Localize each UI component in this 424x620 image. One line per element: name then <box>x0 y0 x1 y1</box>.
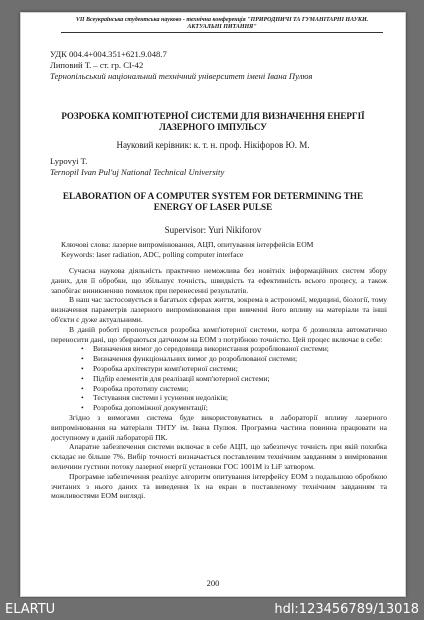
list-item: • Розробка прототипу системи; <box>51 384 387 394</box>
list-item: • Розробка допоміжної документації; <box>51 403 387 413</box>
title-ua: РОЗРОБКА КОМП'ЮТЕРНОЇ СИСТЕМИ ДЛЯ ВИЗНАЧЕННЯ ЕНЕРГІЇ ЛАЗЕРНОГО ІМПУЛЬСУ <box>61 111 365 132</box>
title-en: ELABORATION OF A COMPUTER SYSTEM FOR DETERMINING THE ENERGY OF LASER PULSE <box>62 191 364 212</box>
author-en: Lypovyi T. <box>50 156 88 166</box>
list-item: • Визначення функціональних вимог до розроблюваної системи; <box>51 354 387 364</box>
author-ua: Липовий Т. – ст. гр. СІ-42 <box>50 60 144 70</box>
document-page <box>20 12 406 597</box>
supervisor-ua: Науковий керівник: к. т. н. проф. Нікіфоров Ю. М. <box>116 140 310 150</box>
paragraph: В наш час застосовується в багатьох сферах життя, зокрема в астрономії, медицині, біології, тому визначення параметрів лазерного випромінювання при вивченні його впливу на матеріали та інші об'єкти є дуже актуальними. <box>51 295 387 324</box>
header-line-2: АКТУАЛЬНІ ПИТАННЯ" <box>187 24 257 30</box>
paragraph: Апаратне забезпечення системи включає в себе АЦП, що забезпечує точність при якій похибка складає не більше 7%. Вибір точності визначається поставленим технічним завданням з вимірювання величини густини потоку лазерної енергії установки ГОС 1001М із LiF затвором. <box>51 442 387 471</box>
affiliation-en: Ternopil Ivan Pul'uj National Technical University <box>50 167 225 177</box>
header-line-1: VII Всеукраїнська студентська науково - технічна конференція "ПРИРОДНИЧІ ТА ГУМАНІТАРНІ НАУКИ. <box>75 17 369 23</box>
affiliation-ua: Тернопільський національний технічний університет імені Івана Пулюя <box>50 71 313 81</box>
handle-id: hdl:123456789/13018 <box>274 602 419 617</box>
article-body <box>51 266 387 501</box>
list-item: • Підбір елементів для реалізації комп'ютерної системи; <box>51 374 387 384</box>
article-meta <box>50 49 313 82</box>
udc-code: УДК 004.4+004.351+621.9.048.7 <box>50 49 167 59</box>
keywords-en: Keywords: laser radiation, ADC, polling computer interface <box>61 250 244 259</box>
keywords-ua: Ключові слова: лазерне випромінювання, АЦП, опитування інтерфейсів ЕОМ <box>61 240 314 249</box>
supervisor-en: Supervisor: Yuri Nikiforov <box>164 225 262 235</box>
paragraph: Згідно з вимогами система буде використовуватись в лабораторії впливу лазерного випромінювання на матеріали ТНТУ ім. Івана Пулюя. Програмна частина повинна працювати на доступному в даній лабораторії ПК. <box>51 412 387 442</box>
keywords <box>61 240 313 260</box>
list-item: • Розробка архітектури комп'ютерної системи; <box>51 364 387 374</box>
author-en-block <box>50 156 224 178</box>
paragraph: Сучасна наукова діяльність практично неможлива без новітніх інформаційних систем збору даних, для її обробки, що збільшує точність, швидкість та ефективність всього процесу, а також запобігає виникненню помилок при перенесенні результатів. <box>51 266 387 295</box>
repository-footer <box>0 598 424 620</box>
list-item: • Визначення вимог до середовища використання розроблюваної системи; <box>51 344 387 354</box>
conference-header <box>61 17 383 33</box>
paragraph: Програмне забезпечення реалізує алгоритм опитування інтерфейсу ЕОМ з подальшою обробкою зчитаних з нього даних та виведення їх на екран в поставленому технічним завданням та можливостями ЕОМ вигляді. <box>51 471 387 501</box>
task-list <box>51 344 387 413</box>
paragraph: В даній роботі пропонується розробка комп'ютерної системи, котра б дозволяла автоматично переносити дані, що збираються датчиком на ЕОМ з потрібною точністю. Цей процес включає в себе: <box>51 324 387 344</box>
repository-name: ELARTU <box>5 602 56 617</box>
page-number: 200 <box>206 578 220 588</box>
list-item: • Тестування системи і усунення недоліків; <box>51 393 387 403</box>
